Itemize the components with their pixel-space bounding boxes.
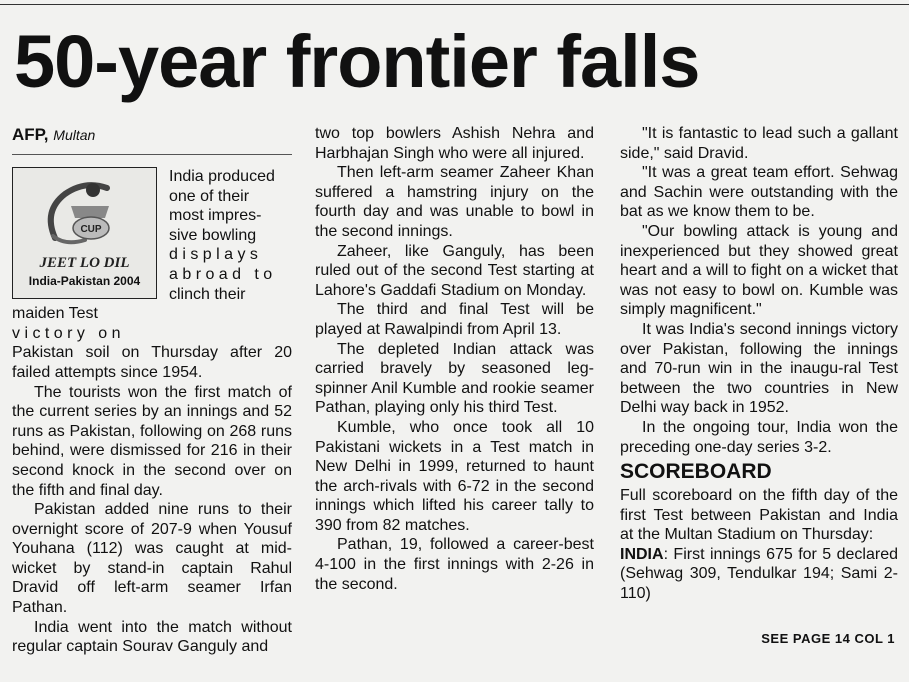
paragraph: Pathan, 19, followed a career-best 4-100 in the first innings with 2-26 in the second. [315, 536, 594, 593]
logo-cup-text: CUP [80, 224, 102, 235]
paragraph: Full scoreboard on the fifth day of the first Test between Pakistan and India at the Multan Stadium on Thursday: [620, 487, 898, 544]
india-label: INDIA [620, 545, 664, 563]
intro-line: maiden Test [12, 305, 98, 323]
paragraph: "It is fantastic to lead such a gallant side," said Dravid. [620, 125, 898, 162]
logo-caption: India-Pakistan 2004 [28, 274, 141, 289]
headline: 50-year frontier falls [14, 20, 700, 103]
series-logo [12, 167, 157, 299]
trophy-logo-icon [35, 176, 135, 254]
column-3 [620, 124, 898, 604]
byline-divider [12, 154, 292, 155]
paragraph: two top bowlers Ashish Nehra and Harbhajan Singh who were all injured. [315, 125, 594, 162]
intro-line: clinch their [169, 285, 246, 303]
intro-line: a b r o a d t o [169, 265, 273, 283]
byline [12, 124, 292, 146]
paragraph: The depleted Indian attack was carried bravely by seasoned leg-spinner Anil Kumble and rookie seamer Pathan, playing only his third Test. [315, 340, 594, 417]
paragraph: In the ongoing tour, India won the preceding one-day series 3-2. [620, 418, 898, 456]
paragraph: Zaheer, like Ganguly, has been ruled out of the second Test starting at Lahore's Gaddafi Stadium on Monday. [315, 242, 594, 299]
top-rule [0, 4, 909, 5]
paragraph: The tourists won the first match of the current series by an innings and 52 runs as Pakistan, following on 268 runs behind, were dismissed for 216 in their second knock in the second over on the fifth and final day. [12, 383, 292, 499]
paragraph: Pakistan added nine runs to their overnight score of 207-9 when Yousuf Youhana (112) was caught at mid-wicket by stand-in captain Rahul Dravid off left-arm seamer Irfan Pathan. [12, 501, 292, 617]
column-2 [315, 124, 594, 594]
scoreboard-india-line [620, 545, 898, 604]
intro-line: v i c t o r y o n [12, 324, 121, 342]
intro-line: sive bowling [169, 226, 257, 244]
intro-line: most impres- [169, 207, 262, 225]
continuation-link[interactable]: SEE PAGE 14 COL 1 [761, 631, 895, 646]
paragraph: "Our bowling attack is young and inexperienced but they showed great heart and a will to fight on a wicket that was not easy to bowl on. Kumble was simply magnificent." [620, 222, 898, 319]
scoreboard-heading: SCOREBOARD [620, 460, 772, 484]
paragraph: The third and final Test will be played at Rawalpindi from April 13. [315, 301, 594, 338]
byline-place: Multan [53, 127, 96, 143]
paragraph: Kumble, who once took all 10 Pakistani wickets in a Test match in New Delhi in 1999, returned to haunt the arch-rivals with 6-72 in the second innings which lifted his career tally to 390 from 82 matches. [315, 418, 594, 534]
intro-line: India produced [169, 168, 275, 185]
paragraph: "It was a great team effort. Sehwag and Sachin were outstanding with the bat as we know them to be. [620, 164, 898, 221]
paragraph: Then left-arm seamer Zaheer Khan suffered a hamstring injury on the fourth day and was unable to bowl in the second innings. [315, 164, 594, 240]
column-1 [12, 124, 292, 657]
paragraph: It was India's second innings victory over Pakistan, following the innings and 70-run win in the inaugu-ral Test between the two countries in New Delhi way back in 1952. [620, 320, 898, 417]
byline-agency: AFP, [12, 125, 49, 144]
logo-slogan: JEET LO DIL [39, 255, 130, 271]
paragraph: India went into the match without regular captain Sourav Ganguly and [12, 618, 292, 656]
india-innings: : First innings 675 for 5 declared (Sehwag 309, Tendulkar 194; Sami 2-110) [620, 545, 898, 603]
paragraph: Pakistan soil on Thursday after 20 failed attempts since 1954. [12, 344, 292, 381]
intro-line: one of their [169, 187, 250, 205]
intro-line: d i s p l a y s [169, 246, 258, 264]
